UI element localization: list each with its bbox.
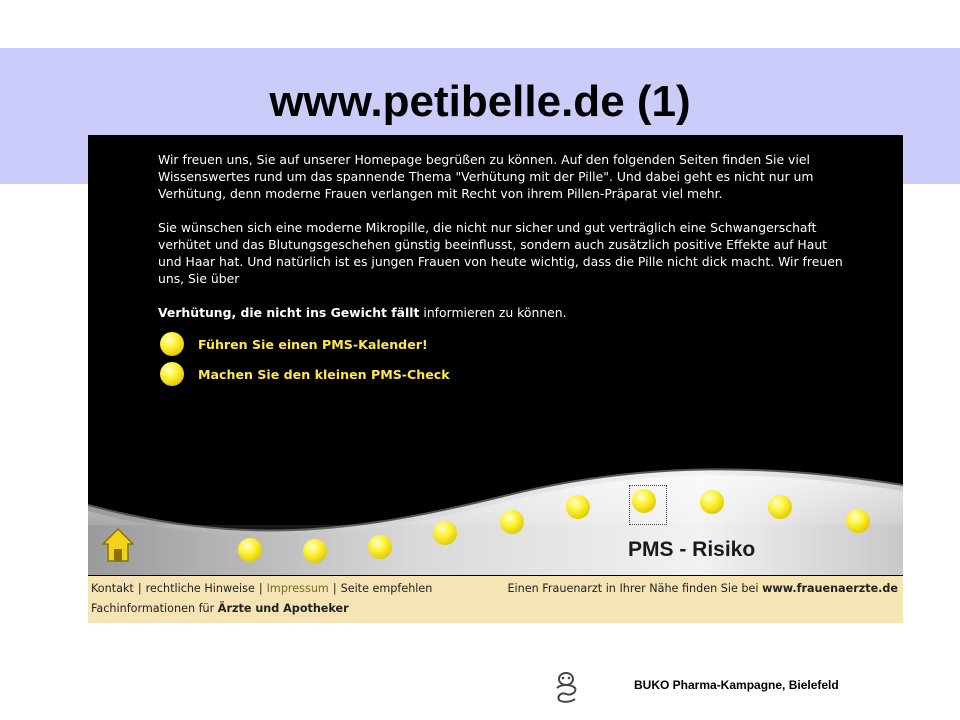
professional-info-text: Fachinformationen für xyxy=(91,602,218,615)
pms-calendar-link-label: Führen Sie einen PMS-Kalender! xyxy=(198,336,428,352)
yellow-ball-icon xyxy=(160,362,184,386)
tagline-rest: informieren zu können. xyxy=(419,305,567,320)
intro-paragraph-1: Wir freuen uns, Sie auf unserer Homepage begrüßen zu können. Auf den folgenden Seiten finden Sie viel Wissenswertes rund um das spannende Thema "Verhütung mit der Pille". Und dabei geht es nicht nur um Verhütung, denn moderne Frauen verlangen mit Recht von ihrem Pillen-Präparat viel mehr. xyxy=(158,152,814,201)
intro-text xyxy=(158,151,848,389)
separator: | xyxy=(137,582,142,595)
buko-logo-icon xyxy=(551,670,581,704)
professional-info xyxy=(91,602,349,615)
nav-ball-4[interactable] xyxy=(433,521,457,545)
finder-text: Einen Frauenarzt in Ihrer Nähe finden Sie bei xyxy=(507,582,763,595)
nav-ball-9[interactable] xyxy=(768,495,792,519)
pms-calendar-link[interactable] xyxy=(158,329,848,359)
selection-focus-box xyxy=(629,485,667,525)
nav-ball-6[interactable] xyxy=(566,495,590,519)
footer-links xyxy=(91,582,432,595)
site-footer xyxy=(88,576,903,623)
wave-banner xyxy=(88,465,903,575)
tagline xyxy=(158,304,848,321)
intro-paragraph-2: Sie wünschen sich eine moderne Mikropille, die nicht nur sicher und gut verträglich eine Schwangerschaft verhütet und das Blutungsgeschehen günstig beeinflusst, sondern auch zusätzlich positive Effekte auf Haut und Haar hat. Und natürlich ist es jungen Frauen von heute wichtig, dass die Pille nicht dick macht. Wir freuen uns, Sie über xyxy=(158,220,843,286)
separator: | xyxy=(258,582,263,595)
slide-credit: BUKO Pharma-Kampagne, Bielefeld xyxy=(634,678,839,692)
yellow-ball-icon xyxy=(160,332,184,356)
nav-ball-3[interactable] xyxy=(368,535,392,559)
nav-ball-1[interactable] xyxy=(238,538,262,562)
imprint-link[interactable]: Impressum xyxy=(266,582,329,595)
slide-title: www.petibelle.de (1) xyxy=(269,77,691,126)
home-icon[interactable] xyxy=(102,527,134,563)
pms-check-link[interactable] xyxy=(158,359,848,389)
separator: | xyxy=(332,582,337,595)
frauenaerzte-link[interactable]: www.frauenaerzte.de xyxy=(762,582,898,595)
professional-info-link[interactable]: Ärzte und Apotheker xyxy=(217,602,349,615)
gynecologist-finder xyxy=(507,582,898,595)
nav-ball-8[interactable] xyxy=(700,490,724,514)
legal-link[interactable]: rechtliche Hinweise xyxy=(145,582,255,595)
tagline-bold: Verhütung, die nicht ins Gewicht fällt xyxy=(158,305,420,320)
pms-check-link-label: Machen Sie den kleinen PMS-Check xyxy=(198,366,450,382)
contact-link[interactable]: Kontakt xyxy=(91,582,134,595)
recommend-link[interactable]: Seite empfehlen xyxy=(340,582,433,595)
pms-risk-label: PMS - Risiko xyxy=(628,538,756,561)
nav-ball-5[interactable] xyxy=(500,510,524,534)
nav-ball-2[interactable] xyxy=(303,539,327,563)
nav-ball-10[interactable] xyxy=(846,509,870,533)
website-screenshot xyxy=(88,135,903,623)
